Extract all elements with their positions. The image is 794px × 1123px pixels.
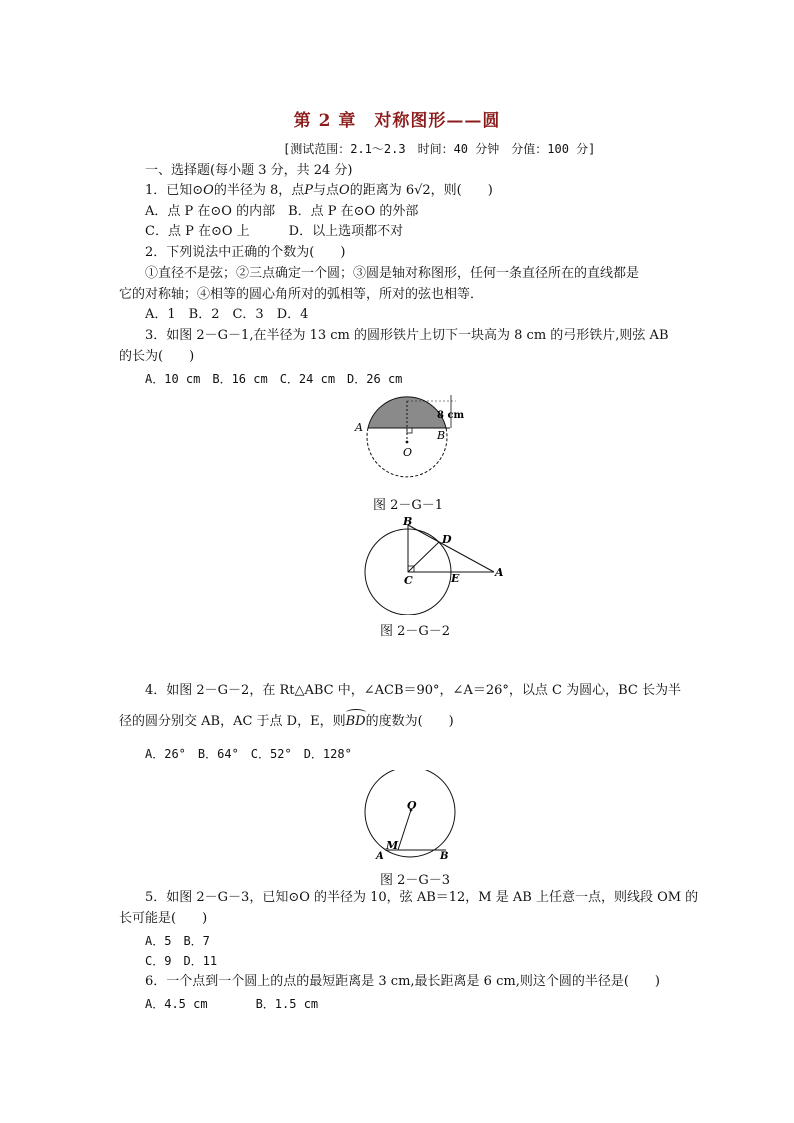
question-2-body-line1: ①直径不是弦；②三点确定一个圆；③圆是轴对称图形，任何一条直径所在的直线都是 bbox=[145, 266, 640, 281]
question-6-stem: 6．一个点到一个圆上的点的最短距离是 3 cm,最长距离是 6 cm,则这个圆的半径是( ) bbox=[145, 974, 660, 989]
label-c: C bbox=[404, 574, 413, 587]
label-a: A bbox=[495, 566, 504, 579]
question-5-options-cd: C．9 D．11 bbox=[145, 954, 218, 968]
figure-1-caption: 图 2－G－1 bbox=[373, 498, 444, 513]
question-4-stem-line2: 径的圆分别交 AB，AC 于点 D，E，则BD的度数为( ) bbox=[119, 714, 454, 729]
question-1-stem: 1．已知⊙O的半径为 8，点P与点O的距离为 6√2，则( ) bbox=[145, 183, 493, 198]
label-a: A bbox=[355, 421, 363, 434]
label-b: B bbox=[403, 515, 413, 528]
label-b: B bbox=[440, 851, 449, 862]
question-5-stem-line2: 长可能是( ) bbox=[119, 911, 208, 926]
section-heading: 一、选择题(每小题 3 分，共 24 分) bbox=[145, 163, 353, 178]
question-3-options: A．10 cm B．16 cm C．24 cm D．26 cm bbox=[145, 372, 403, 386]
question-2-body-line2: 它的对称轴；④相等的圆心角所对的弧相等，所对的弦也相等． bbox=[119, 287, 484, 302]
test-scope: [测试范围：2.1～2.3 时间：40 分钟 分值：100 分] bbox=[283, 142, 596, 156]
question-6-options: A．4.5 cm B．1.5 cm bbox=[145, 997, 319, 1011]
question-1-options-cd: C．点 P 在⊙O 上 D．以上选项都不对 bbox=[145, 224, 404, 239]
question-3-stem-line1: 3．如图 2－G－1,在半径为 13 cm 的圆形铁片上切下一块高为 8 cm 的弓形铁片,则弦 AB bbox=[145, 328, 669, 343]
segment-om bbox=[398, 810, 411, 850]
arc-bd: BD bbox=[345, 714, 366, 729]
label-m: M bbox=[386, 839, 399, 852]
figure-3-caption: 图 2－G－3 bbox=[380, 873, 451, 888]
label-o: O bbox=[403, 446, 413, 459]
chapter-title: 第 2 章 对称图形——圆 bbox=[293, 111, 501, 131]
figure-2-g-2 bbox=[358, 515, 508, 615]
label-e: E bbox=[451, 572, 460, 585]
question-5-stem-line1: 5．如图 2－G－3，已知⊙O 的半径为 10，弦 AB＝12，M 是 AB 上任意一点，则线段 OM 的 bbox=[145, 890, 699, 905]
question-3-stem-line2: 的长为( ) bbox=[119, 349, 195, 364]
question-2-stem: 2．下列说法中正确的个数为( ) bbox=[145, 245, 346, 260]
question-4-options: A．26° B．64° C．52° D．128° bbox=[145, 747, 352, 761]
question-2-options: A．1 B．2 C．3 D．4 bbox=[145, 307, 309, 322]
figure-2-g-1 bbox=[350, 390, 470, 490]
label-a: A bbox=[376, 851, 384, 862]
label-height: 8 cm bbox=[437, 410, 465, 421]
question-1-options-ab: A．点 P 在⊙O 的内部 B．点 P 在⊙O 的外部 bbox=[145, 204, 419, 219]
right-angle-mark bbox=[407, 428, 412, 433]
label-o: O bbox=[407, 799, 417, 812]
figure-2-g-3 bbox=[360, 770, 470, 865]
question-4-stem-line1: 4．如图 2－G－2，在 Rt△ABC 中，∠ACB＝90°，∠A＝26°，以点 C 为圆心，BC 长为半 bbox=[145, 683, 681, 698]
figure-2-caption: 图 2－G－2 bbox=[380, 624, 451, 639]
label-b: B bbox=[437, 429, 446, 442]
center-point bbox=[406, 441, 409, 444]
label-d: D bbox=[442, 533, 452, 546]
segment-cd bbox=[408, 542, 439, 572]
question-5-options-ab: A．5 B．7 bbox=[145, 934, 210, 948]
